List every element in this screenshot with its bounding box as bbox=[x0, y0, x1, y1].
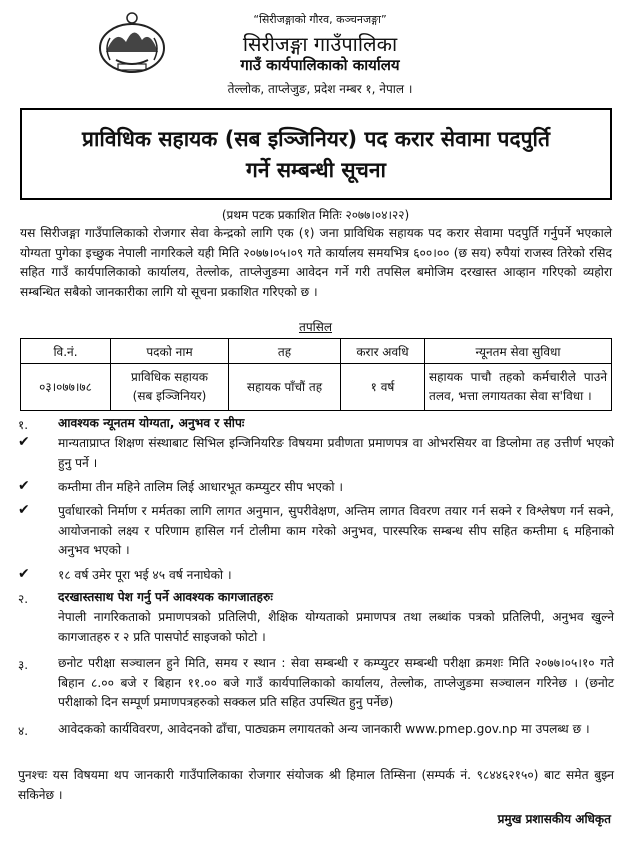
cell-level: सहायक पाँचौं तह bbox=[229, 364, 341, 411]
office-address: तेल्लोक, ताप्लेजुङ, प्रदेश नम्बर १, नेपाल । bbox=[227, 82, 413, 96]
col-duration: करार अवधि bbox=[341, 339, 425, 364]
postscript: पुनश्चः यस विषयमा थप जानकारी गाउँपालिकाका रोजगार संयोजक श्री हिमाल तिम्सिना (सम्पर्क नं. ९८४४६२१५०) बाट समेत बुझ्न सकिनेछ । bbox=[18, 768, 614, 802]
section2-number: २. bbox=[18, 592, 29, 606]
section1-item1: मान्यताप्राप्त शिक्षण संस्थाबाट सिभिल इन्जिनियरिङ विषयमा प्रवीणता प्रमाणपत्र वा ओभरसियर वा डिप्लोमा तह उत्तीर्ण भएको हुनु पर्ने । bbox=[58, 436, 614, 470]
office-name: गाउँ कार्यपालिकाको कार्यालय bbox=[240, 56, 400, 74]
section1-item3: पुर्वाधारको निर्माण र मर्मतका लागि लागत अनुमान, सुपरीवेक्षण, अन्तिम लागत विवरण तयार गर्न सक्ने र विश्लेषण गर्न सक्ने, आयोजनाको लक्ष्य र परिणाम हासिल गर्न टोलीमा काम गरेको अनुभव, पारस्परिक सम्बन्ध सीप सहित कम्तीमा ६ महिनाको अनुभव भएको । bbox=[58, 504, 614, 558]
section1-item4: १८ वर्ष उमेर पूरा भई ४५ वर्ष ननाघेको । bbox=[58, 568, 232, 582]
notice-title-line2: गर्ने सम्बन्धी सूचना bbox=[246, 158, 386, 182]
section3-number: ३. bbox=[18, 658, 29, 672]
notice-title bbox=[20, 108, 612, 200]
tapasil-heading: तपसिल bbox=[298, 320, 332, 334]
section1-title: आवश्यक न्यूनतम योग्यता, अनुभव र सीपः bbox=[58, 416, 245, 430]
col-level: तह bbox=[229, 339, 341, 364]
section3-text: छनोट परीक्षा सञ्चालन हुने मिति, समय र स्थान : सेवा सम्बन्धी र कम्प्युटर सम्बन्धी परीक्षा क्रमशः मिति २०७७।०५।१० गते बिहान ८.०० बजे र बिहान ११.०० बजे गाउँ कार्यपालिकाको कार्यालय, तेल्लोक, ताप्लेजुङमा सञ्चालन गरिनेछ । (छनोट परीक्षाको दिन सम्पूर्ण प्रमाणपत्रहरुको सक्कल प्रति सहित उपस्थित हुनु पर्नेछ) bbox=[58, 656, 614, 710]
published-date: (प्रथम पटक प्रकाशित मितिः २०७७।०४।२२) bbox=[221, 208, 410, 222]
municipality-name: सिरीजङ्गा गाउँपालिका bbox=[242, 32, 398, 56]
section1-item2: कम्तीमा तीन महिने तालिम लिई आधारभूत कम्प्युटर सीप भएको । bbox=[58, 480, 343, 494]
vacancy-table bbox=[20, 338, 612, 411]
col-serial: वि.नं. bbox=[21, 339, 111, 364]
intro-paragraph: यस सिरीजङ्गा गाउँपालिकाको रोजगार सेवा केन्द्रको लागि एक (१) जना प्राविधिक सहायक पद करार सेवामा पदपुर्ति गर्नुपर्ने भएकाले योग्यता पुगेका इच्छुक नेपाली नागरिकले यही मिति २०७७।०५।०९ गते कार्यालय समयभित्र ६००।०० (छ सय) रुपैयां राजस्व तिरेको रसिद सहित गाउँ कार्यपालिकाको कार्यालय, तेल्लोक, ताप्लेजुङमा आवेदन गर्ने गरी तपसिल बमोजिम दरखास्त आव्हान गरिएको व्यहोरा सम्बन्धित सबैको जानकारीका लागि यो सूचना प्रकाशित गरिएको छ । bbox=[20, 226, 612, 299]
cell-serial: ०३।०७७।७८ bbox=[21, 364, 111, 411]
cell-facility: सहायक पाचौ तहको कर्मचारीले पाउने तलव, भत्ता लगायतका सेवा स'विधा । bbox=[425, 364, 612, 411]
nepal-emblem-icon bbox=[96, 8, 168, 76]
signatory: प्रमुख प्रशासकीय अधिकृत bbox=[497, 812, 611, 826]
table-row bbox=[21, 364, 612, 411]
section2-title: दरखास्तसाथ पेश गर्नु पर्ने आवश्यक कागजातहरुः bbox=[58, 590, 273, 604]
section1-number: १. bbox=[18, 418, 29, 432]
cell-post-line1: प्राविधिक सहायक bbox=[130, 370, 208, 384]
cell-post bbox=[111, 364, 229, 411]
check-icon: ✔ bbox=[18, 566, 30, 582]
table-header-row bbox=[21, 339, 612, 364]
motto: “सिरीजङ्गाको गौरव, कञ्चनजङ्गा” bbox=[253, 13, 387, 26]
col-post: पदको नाम bbox=[111, 339, 229, 364]
section2-text: नेपाली नागरिकताको प्रमाणपत्रको प्रतिलिपी, शैक्षिक योग्यताको प्रमाणपत्र तथा लब्धांक पत्रको प्रतिलिपी, अनुभव खुल्ने कागजातहरु र २ प्रति पासपोर्ट साइजको फोटो । bbox=[58, 610, 614, 644]
col-facility: न्यूनतम सेवा सुविधा bbox=[425, 339, 612, 364]
section4-number: ४. bbox=[18, 724, 29, 738]
check-icon: ✔ bbox=[18, 434, 30, 450]
section4-text: आवेदकको कार्यविवरण, आवेदनको ढाँचा, पाठ्यक्रम लगायतको अन्य जानकारी www.pmep.gov.np मा उपलब्ध छ । bbox=[58, 722, 590, 736]
cell-post-line2: (सब इञ्जिनियर) bbox=[132, 389, 207, 403]
cell-duration: १ वर्ष bbox=[341, 364, 425, 411]
check-icon: ✔ bbox=[18, 478, 30, 494]
check-icon: ✔ bbox=[18, 502, 30, 518]
notice-title-line1: प्राविधिक सहायक (सब इञ्जिनियर) पद करार सेवामा पदपुर्ति bbox=[82, 127, 550, 151]
